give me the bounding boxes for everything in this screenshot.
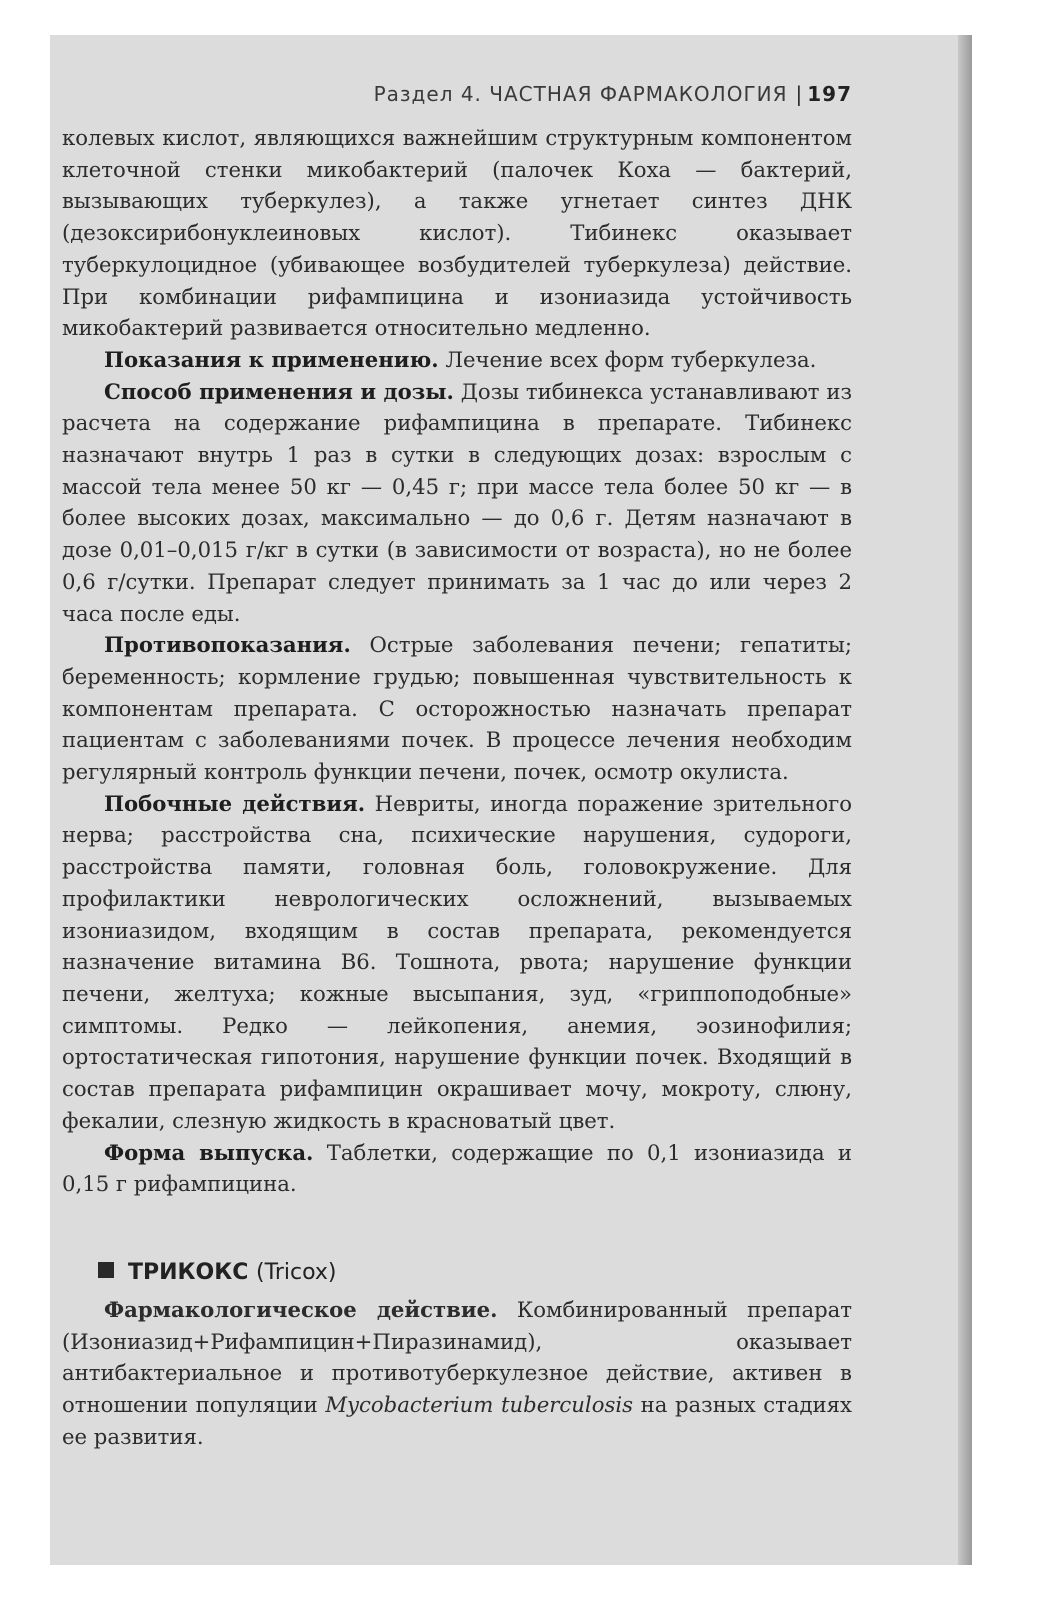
drug-heading — [98, 1260, 336, 1285]
dosage-text: Дозы тибинекса устанавливают из расчета на содержание рифампицина в препарате. Тибинекс назначают внутрь 1 раз в сутки в следующих дозах: взрослым с массой тела менее 50 кг — 0,45 г; при массе тела более 50 кг — в более высоких дозах, максимально — до 0,6 г. Детям назначают в дозе 0,01–0,015 г/кг в сутки (в зависимости от возраста), но не более 0,6 г/сутки. Препарат следует принимать за 1 час до или через 2 часа после еды. — [62, 378, 852, 626]
dosage-heading: Способ применения и дозы. — [104, 378, 454, 404]
section-title: Раздел 4. ЧАСТНАЯ ФАРМАКОЛОГИЯ — [373, 82, 788, 106]
pharmacology-text-b: на разных стадиях ее развития. — [62, 1392, 852, 1449]
page-number: 197 — [807, 82, 852, 106]
paragraph-indications — [62, 344, 852, 376]
side-effects-text: Невриты, иногда поражение зрительного нерва; расстройства сна, психические нарушения, судороги, расстройства памяти, головная боль, головокружение. Для профилактики неврологических осложнений, вызываемых изониазидом, входящим в состав препарата, рекомендуется назначение витамина В6. Тошнота, рвота; нарушение функции печени, желтуха; кожные высыпания, зуд, «гриппоподобные» симптомы. Редко — лейкопения, анемия, эозинофилия; ортостатическая гипотония, нарушение функции почек. Входящий в состав препарата рифампицин окрашивает мочу, мокроту, слюну, фекалии, слезную жидкость в красноватый цвет. — [62, 790, 852, 1133]
body-text — [62, 122, 852, 1200]
pharmacology-heading: Фармакологическое действие. — [104, 1297, 498, 1322]
indications-text: Лечение всех форм туберкулеза. — [438, 346, 817, 372]
paragraph-dosage — [62, 376, 852, 630]
release-form-text: Таблетки, содержащие по 0,1 изониазида и 0,15 г рифампицина. — [62, 1139, 852, 1197]
paragraph-continued: колевых кислот, являющихся важнейшим структурным компонентом клеточной стенки микобактерий (палочек Коха — бактерий, вызывающих туберкулез), а также угнетает синтез ДНК (дезоксирибонуклеиновых кислот). Тибинекс оказывает туберкулоцидное (убивающее возбудителей туберкулеза) действие. При комбинации рифампицина и изониазида устойчивость микобактерий развивается относительно медленно. — [62, 125, 852, 341]
side-effects-heading: Побочные действия. — [104, 790, 366, 816]
drug-latin-name: (Tricox) — [256, 1260, 337, 1285]
paragraph-release-form — [62, 1137, 852, 1200]
contraindications-heading: Противопоказания. — [104, 632, 351, 658]
paragraph-side-effects — [62, 788, 852, 1137]
paragraph-pharmacology — [62, 1294, 852, 1453]
drug-name: ТРИКОКС — [128, 1260, 249, 1285]
indications-heading: Показания к применению. — [104, 346, 439, 372]
page-edge-shadow — [958, 35, 972, 1565]
organism-name: Mycobacterium tuberculosis — [325, 1392, 633, 1418]
release-form-heading: Форма выпуска. — [104, 1139, 314, 1165]
pharmacology-text-a: Комбинированный препарат (Изониазид+Рифампицин+Пиразинамид), оказывает антибактериальное и противотуберкулезное действие, активен в отношении популяции — [62, 1297, 852, 1418]
contraindications-text: Острые заболевания печени; гепатиты; беременность; кормление грудью; повышенная чувствительность к компонентам препарата. С осторожностью назначать препарат пациентам с заболеваниями почек. В процессе лечения необходим регулярный контроль функции печени, почек, осмотр окулиста. — [62, 632, 852, 785]
running-header — [60, 82, 852, 106]
header-separator: | — [795, 82, 804, 106]
square-bullet-icon — [98, 1262, 114, 1278]
paragraph-contraindications — [62, 629, 852, 788]
tricox-text — [62, 1294, 852, 1453]
